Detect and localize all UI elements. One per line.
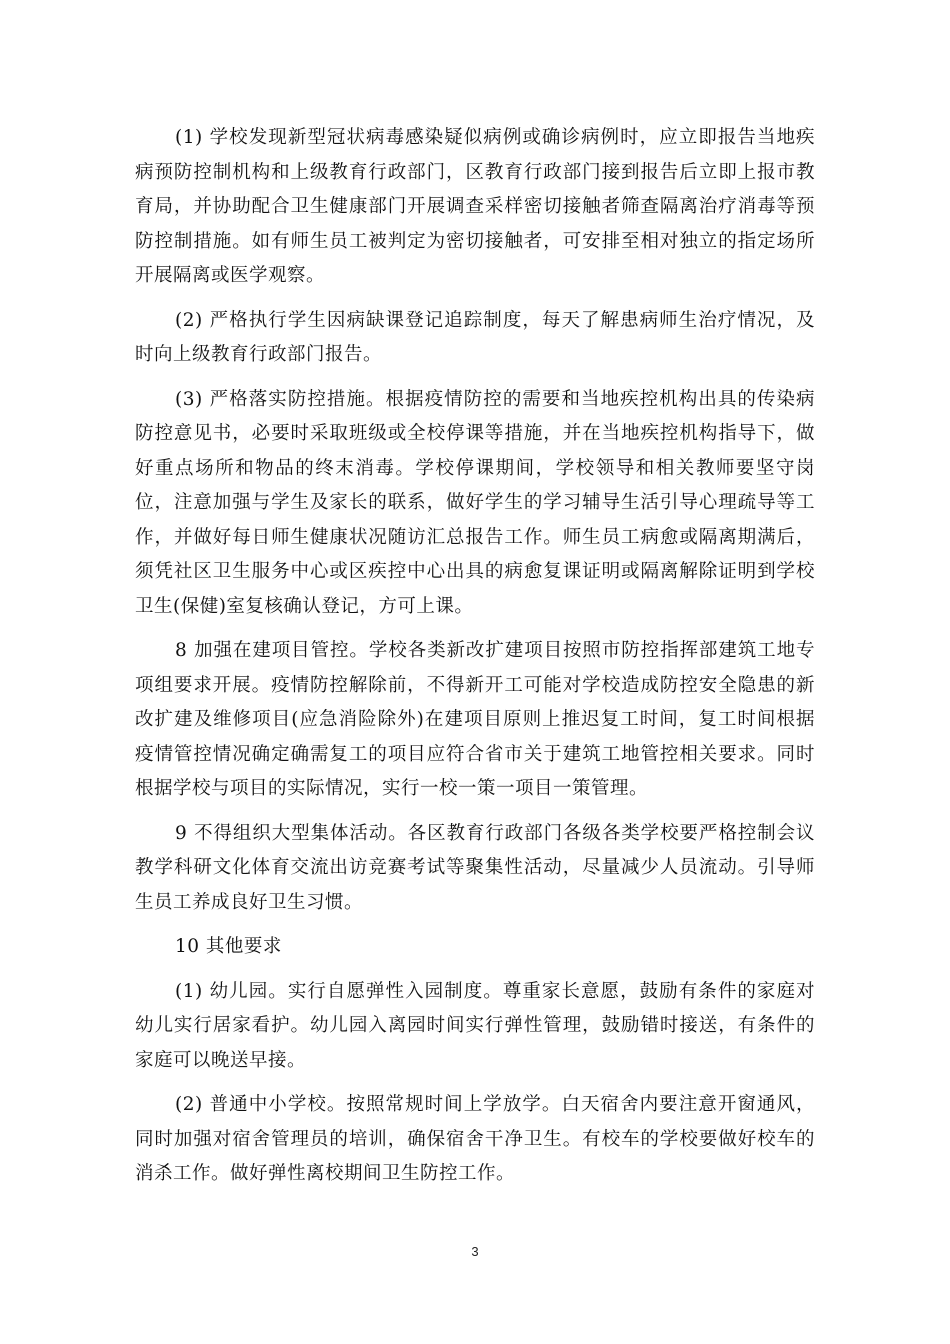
paragraph: (1) 学校发现新型冠状病毒感染疑似病例或确诊病例时，应立即报告当地疾病预防控制机构和上级教育行政部门，区教育行政部门接到报告后立即上报市教育局，并协助配合卫生健康部门开展调查采样密切接触者筛查隔离治疗消毒等预防控制措施。如有师生员工被判定为密切接触者，可安排至相对独立的指定场所开展隔离或医学观察。 <box>135 127 815 286</box>
section-heading: 10 其他要求 <box>175 936 282 957</box>
paragraph: (1) 幼儿园。实行自愿弹性入园制度。尊重家长意愿，鼓励有条件的家庭对幼儿实行居家看护。幼儿园入离园时间实行弹性管理，鼓励错时接送，有条件的家庭可以晚送早接。 <box>135 980 815 1071</box>
paragraph: 9 不得组织大型集体活动。各区教育行政部门各级各类学校要严格控制会议教学科研文化体育交流出访竞赛考试等聚集性活动，尽量减少人员流动。引导师生员工养成良好卫生习惯。 <box>135 822 815 913</box>
paragraph: (2) 普通中小学校。按照常规时间上学放学。白天宿舍内要注意开窗通风，同时加强对宿舍管理员的培训，确保宿舍干净卫生。有校车的学校要做好校车的消杀工作。做好弹性离校期间卫生防控工作。 <box>135 1094 815 1184</box>
paragraph: (3) 严格落实防控措施。根据疫情防控的需要和当地疾控机构出具的传染病防控意见书，必要时采取班级或全校停课等措施，并在当地疾控机构指导下，做好重点场所和物品的终末消毒。学校停课期间，学校领导和相关教师要坚守岗位，注意加强与学生及家长的联系，做好学生的学习辅导生活引导心理疏导等工作，并做好每日师生健康状况随访汇总报告工作。师生员工病愈或隔离期满后，须凭社区卫生服务中心或区疾控中心出具的病愈复课证明或隔离解除证明到学校卫生(保健)室复核确认登记，方可上课。 <box>135 388 815 617</box>
document-page <box>135 121 815 1202</box>
page-number: 3 <box>471 1244 479 1259</box>
paragraph: 8 加强在建项目管控。学校各类新改扩建项目按照市防控指挥部建筑工地专项组要求开展。疫情防控解除前，不得新开工可能对学校造成防控安全隐患的新改扩建及维修项目(应急消险除外)在建项目原则上推迟复工时间，复工时间根据疫情管控情况确定确需复工的项目应符合省市关于建筑工地管控相关要求。同时根据学校与项目的实际情况，实行一校一策一项目一策管理。 <box>135 640 815 799</box>
paragraph: (2) 严格执行学生因病缺课登记追踪制度，每天了解患病师生治疗情况，及时向上级教育行政部门报告。 <box>135 309 815 365</box>
